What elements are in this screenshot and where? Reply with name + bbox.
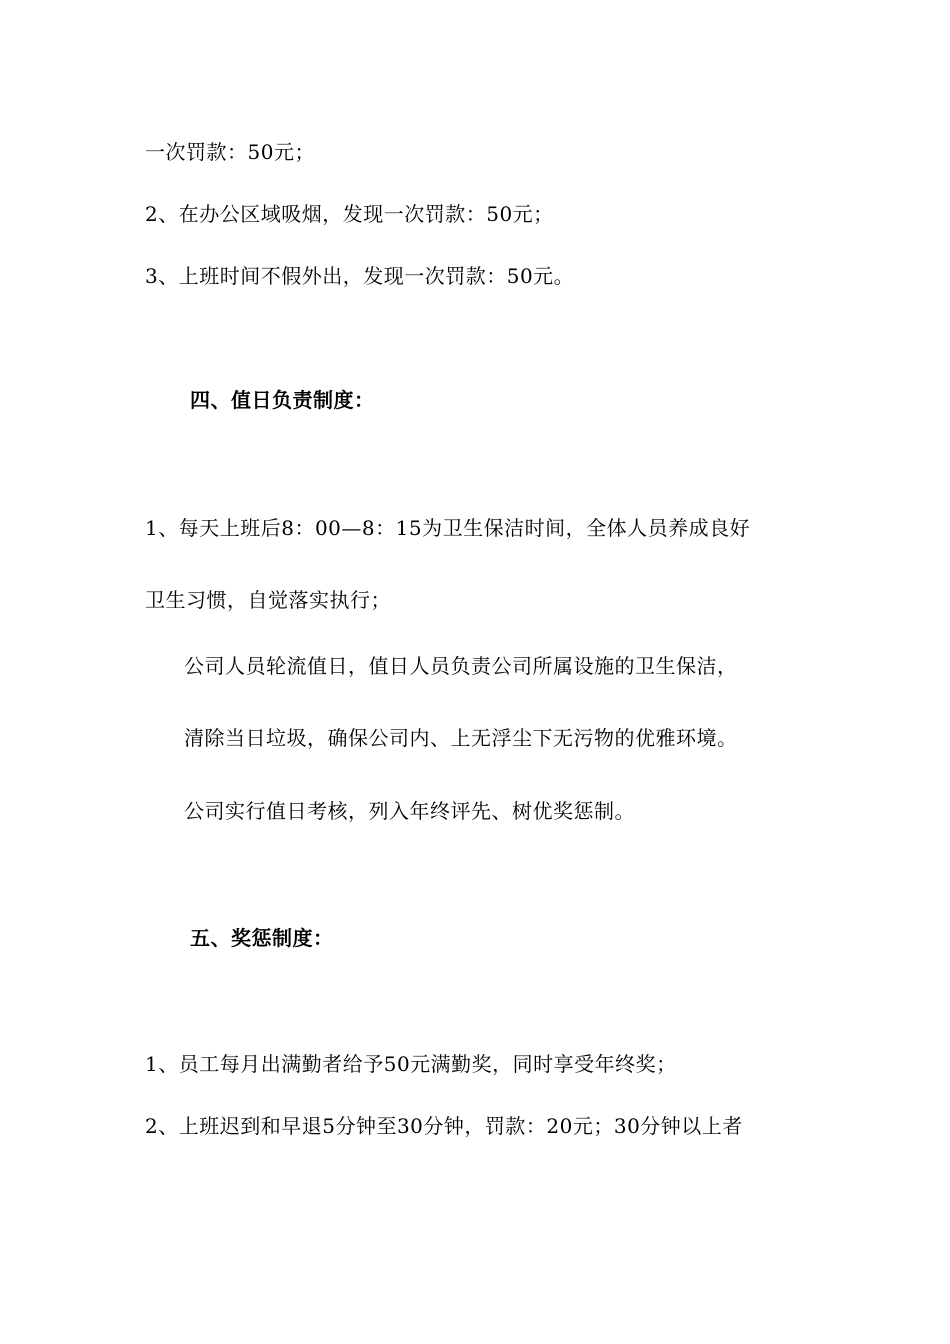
body-line: 一次罚款：50元； — [145, 140, 315, 164]
section-heading: 四、值日负责制度： — [190, 388, 375, 412]
body-line: 1、员工每月出满勤者给予50元满勤奖，同时享受年终奖； — [145, 1052, 677, 1076]
body-line: 清除当日垃圾，确保公司内、上无浮尘下无污物的优雅环境。 — [184, 726, 738, 750]
body-line: 公司人员轮流值日，值日人员负责公司所属设施的卫生保洁， — [184, 654, 738, 678]
body-line: 2、上班迟到和早退5分钟至30分钟，罚款：20元；30分钟以上者 — [145, 1114, 743, 1138]
body-line: 2、在办公区域吸烟，发现一次罚款：50元； — [145, 202, 554, 226]
body-line: 公司实行值日考核，列入年终评先、树优奖惩制。 — [184, 799, 635, 823]
section-heading: 五、奖惩制度： — [190, 926, 334, 950]
body-line: 1、每天上班后8：00—8：15为卫生保洁时间，全体人员养成良好 — [145, 516, 751, 540]
body-line: 卫生习惯，自觉落实执行； — [145, 588, 391, 612]
body-line: 3、上班时间不假外出，发现一次罚款：50元。 — [145, 264, 575, 288]
